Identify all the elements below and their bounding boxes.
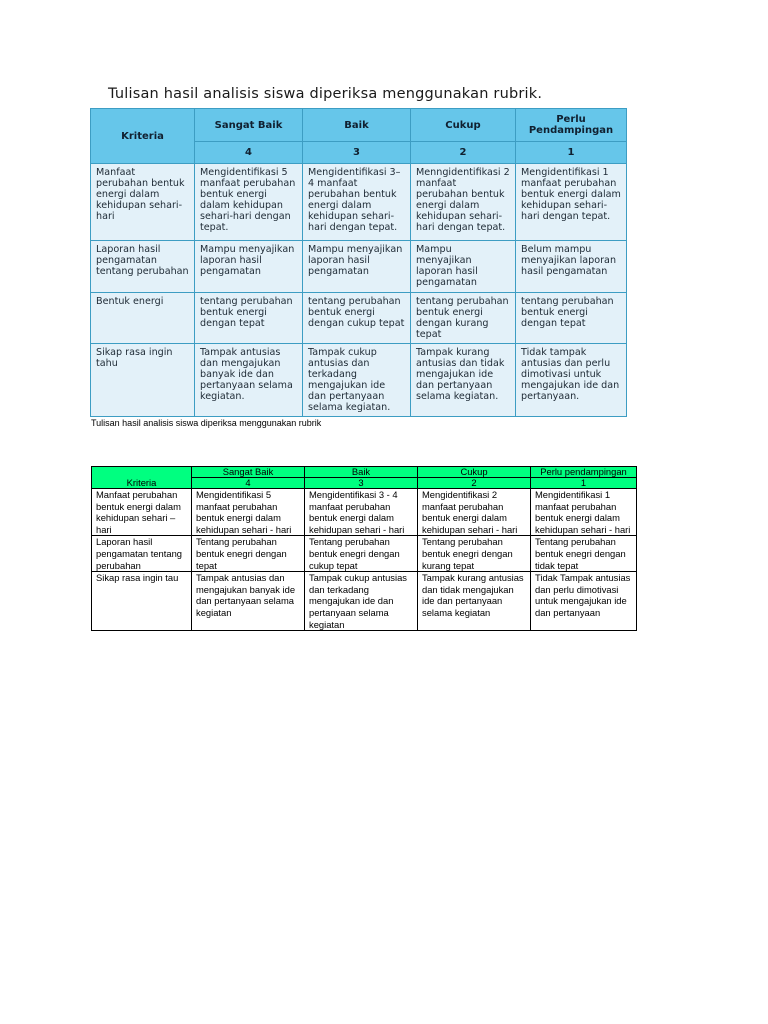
typed-cell: Tampak antusias dan mengajukan banyak ide dan pertanyaan selama kegiatan <box>192 572 305 631</box>
scan-criteria-cell: Sikap rasa ingin tahu <box>91 344 195 417</box>
scan-cell: tentang perubahan bentuk energi dengan cukup tepat <box>303 293 411 344</box>
scan-table-row <box>91 344 627 417</box>
typed-cell: Tentang perubahan bentuk enegri dengan kurang tepat <box>418 536 531 572</box>
scan-score: 1 <box>516 142 627 164</box>
scan-cell: Tampak antusias dan mengajukan banyak ide dan pertanyaan selama kegiatan. <box>195 344 303 417</box>
scan-table-row <box>91 241 627 293</box>
typed-rubric <box>91 466 636 631</box>
typed-cell: Tidak Tampak antusias dan perlu dimotivasi untuk mengajukan ide dan pertanyaan <box>531 572 637 631</box>
scan-cell: Belum mampu menyajikan laporan hasil pengamatan <box>516 241 627 293</box>
typed-level-header: Baik <box>305 467 418 478</box>
typed-cell: Tentang perubahan bentuk enegri dengan cukup tepat <box>305 536 418 572</box>
typed-cell: Tentang perubahan bentuk enegri dengan tepat <box>192 536 305 572</box>
typed-table-row <box>92 536 637 572</box>
scan-cell: tentang perubahan bentuk energi dengan tepat <box>516 293 627 344</box>
scan-score: 4 <box>195 142 303 164</box>
typed-level-header: Perlu pendampingan <box>531 467 637 478</box>
typed-criteria-cell: Manfaat perubahan bentuk energi dalam kehidupan sehari – hari <box>92 489 192 536</box>
typed-cell: Mengidentifikasi 5 manfaat perubahan bentuk energi dalam kehidupan sehari - hari <box>192 489 305 536</box>
scan-cell: Tampak kurang antusias dan tidak mengajukan ide dan pertanyaan selama kegiatan. <box>411 344 516 417</box>
typed-level-header: Cukup <box>418 467 531 478</box>
scan-table-row <box>91 164 627 241</box>
scan-cell: Mampu menyajikan laporan hasil pengamatan <box>195 241 303 293</box>
caption-text: Tulisan hasil analisis siswa diperiksa menggunakan rubrik <box>91 418 322 428</box>
scan-level-header: Baik <box>303 109 411 142</box>
typed-criteria-header: Kriteria <box>92 467 192 489</box>
scan-cell: Mampu menyajikan laporan hasil pengamatan <box>411 241 516 293</box>
typed-criteria-cell: Sikap rasa ingin tau <box>92 572 192 631</box>
typed-table-row <box>92 489 637 536</box>
typed-cell: Tampak cukup antusias dan terkadang mengajukan ide dan pertanyaan selama kegiatan <box>305 572 418 631</box>
scan-criteria-header: Kriteria <box>91 109 195 164</box>
scan-cell: Tampak cukup antusias dan terkadang mengajukan ide dan pertanyaan selama kegiatan. <box>303 344 411 417</box>
typed-score: 1 <box>531 478 637 489</box>
scan-score: 3 <box>303 142 411 164</box>
scan-criteria-cell: Laporan hasil pengamatan tentang perubahan <box>91 241 195 293</box>
scan-cell: tentang perubahan bentuk energi dengan kurang tepat <box>411 293 516 344</box>
scan-criteria-cell: Bentuk energi <box>91 293 195 344</box>
typed-score: 2 <box>418 478 531 489</box>
typed-cell: Mengidentifikasi 3 - 4 manfaat perubahan bentuk energi dalam kehidupan sehari - hari <box>305 489 418 536</box>
scan-cell: Tidak tampak antusias dan perlu dimotivasi untuk mengajukan ide dan pertanyaan. <box>516 344 627 417</box>
typed-cell: Tampak kurang antusias dan tidak mengajukan ide dan pertanyaan selama kegiatan <box>418 572 531 631</box>
scan-score: 2 <box>411 142 516 164</box>
typed-table-row <box>92 572 637 631</box>
scan-title: Tulisan hasil analisis siswa diperiksa menggunakan rubrik. <box>108 86 543 102</box>
scan-cell: Mengidentifikasi 5 manfaat perubahan bentuk energi dalam kehidupan sehari-hari dengan tepat. <box>195 164 303 241</box>
scan-level-header: Perlu Pendampingan <box>516 109 627 142</box>
typed-level-header: Sangat Baik <box>192 467 305 478</box>
scan-cell: Menngidentifikasi 2 manfaat perubahan bentuk energi dalam kehidupan sehari-hari dengan tepat. <box>411 164 516 241</box>
scan-table-row <box>91 293 627 344</box>
scan-criteria-cell: Manfaat perubahan bentuk energi dalam kehidupan sehari-hari <box>91 164 195 241</box>
typed-cell: Tentang perubahan bentuk enegri dengan tidak tepat <box>531 536 637 572</box>
typed-cell: Mengidentifikasi 2 manfaat perubahan bentuk energi dalam kehidupan sehari - hari <box>418 489 531 536</box>
typed-header-row <box>92 467 637 478</box>
scan-level-header: Cukup <box>411 109 516 142</box>
scan-cell: Mampu menyajikan laporan hasil pengamatan <box>303 241 411 293</box>
scanned-rubric-table <box>90 108 627 417</box>
scan-header-row <box>91 109 627 142</box>
scanned-rubric-image <box>90 108 626 417</box>
typed-rubric-table <box>91 466 637 631</box>
typed-score: 3 <box>305 478 418 489</box>
typed-score: 4 <box>192 478 305 489</box>
scan-cell: tentang perubahan bentuk energi dengan tepat <box>195 293 303 344</box>
scan-level-header: Sangat Baik <box>195 109 303 142</box>
typed-criteria-cell: Laporan hasil pengamatan tentang perubahan <box>92 536 192 572</box>
typed-cell: Mengidentifikasi 1 manfaat perubahan bentuk energi dalam kehidupan sehari - hari <box>531 489 637 536</box>
scan-cell: Mengidentifikasi 1 manfaat perubahan bentuk energi dalam kehidupan sehari-hari dengan tepat. <box>516 164 627 241</box>
scan-cell: Mengidentifikasi 3–4 manfaat perubahan bentuk energi dalam kehidupan sehari-hari dengan tepat. <box>303 164 411 241</box>
